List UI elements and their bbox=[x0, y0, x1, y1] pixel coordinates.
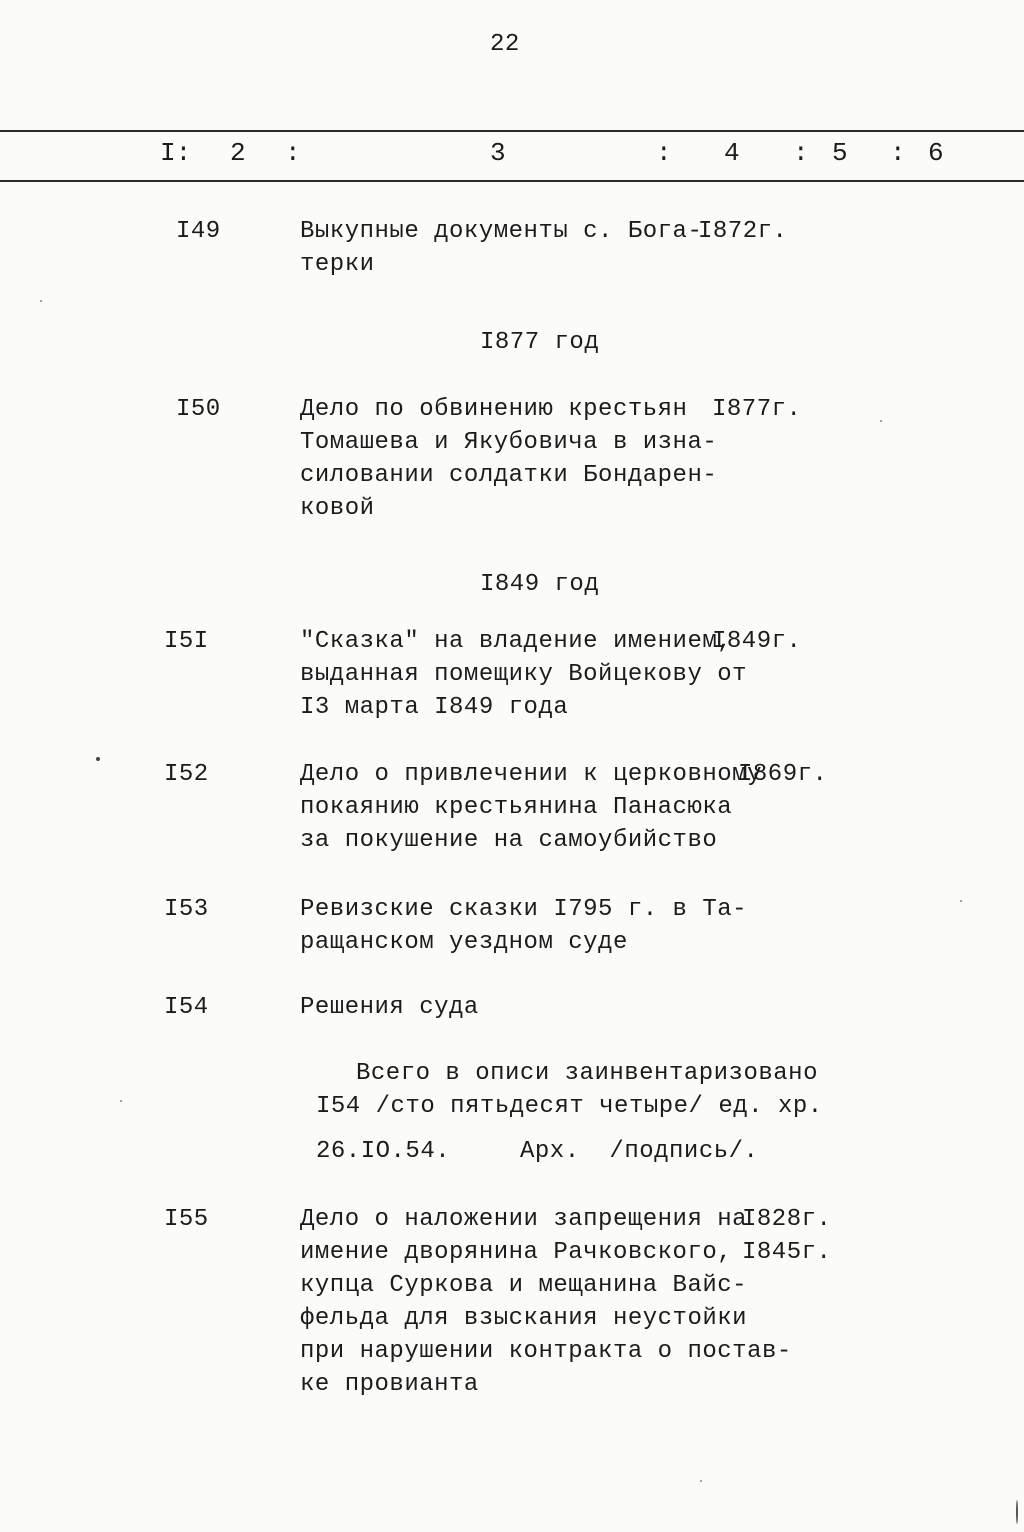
entry-number: I5I bbox=[164, 628, 209, 655]
entry-title-line: при нарушении контракта о постав- bbox=[300, 1338, 792, 1365]
entry-title-line: фельда для взыскания неустойки bbox=[300, 1305, 748, 1332]
entry-title-line: за покушение на самоубийство bbox=[300, 827, 718, 854]
entry-date: I877г. bbox=[712, 396, 802, 423]
entry-date: I845г. bbox=[742, 1239, 832, 1266]
entry-title-line: Ревизские сказки I795 г. в Та- bbox=[300, 896, 748, 923]
column-separator: : bbox=[656, 138, 672, 168]
column-header-1: I: bbox=[160, 138, 192, 168]
column-header-2: 2 bbox=[230, 138, 246, 168]
entry-title-line: купца Суркова и мещанина Вайс- bbox=[300, 1272, 748, 1299]
entry-title-line: I3 марта I849 года bbox=[300, 694, 569, 721]
entry-title-line: ке провианта bbox=[300, 1371, 479, 1398]
entry-number: I52 bbox=[164, 761, 209, 788]
entry-number: I49 bbox=[176, 218, 221, 245]
entry-title-line: Дело по обвинению крестьян bbox=[300, 396, 688, 423]
entry-date: I828г. bbox=[742, 1206, 832, 1233]
header-top-rule bbox=[0, 130, 1024, 132]
column-separator: : bbox=[285, 138, 301, 168]
entry-number: I55 bbox=[164, 1206, 209, 1233]
entry-title-line: Дело о привлечении к церковному bbox=[300, 761, 762, 788]
column-header-4: 4 bbox=[724, 138, 740, 168]
header-bottom-rule bbox=[0, 180, 1024, 182]
entry-number: I50 bbox=[176, 396, 221, 423]
entry-title-line: ковой bbox=[300, 495, 375, 522]
inventory-summary-line: I54 /сто пятьдесят четыре/ ед. хр. bbox=[316, 1093, 823, 1120]
entry-title-line: силовании солдатки Бондарен- bbox=[300, 462, 718, 489]
entry-title-line: покаянию крестьянина Панасюка bbox=[300, 794, 733, 821]
year-section-heading: I877 год bbox=[480, 329, 600, 356]
entry-title-line: выданная помещику Войцекову от bbox=[300, 661, 748, 688]
entry-title-line: Томашева и Якубовича в изна- bbox=[300, 429, 718, 456]
inventory-summary-line: Всего в описи заинвентаризовано bbox=[356, 1060, 818, 1087]
entry-date: I849г. bbox=[712, 628, 802, 655]
entry-number: I54 bbox=[164, 994, 209, 1021]
entry-title-line: терки bbox=[300, 251, 375, 278]
entry-title-line: Выкупные документы с. Бога- bbox=[300, 218, 703, 245]
entry-title-line: ращанском уездном суде bbox=[300, 929, 628, 956]
column-header-6: 6 bbox=[928, 138, 944, 168]
entry-number: I53 bbox=[164, 896, 209, 923]
entry-date: I869г. bbox=[738, 761, 828, 788]
column-separator: : bbox=[890, 138, 906, 168]
column-header-3: 3 bbox=[490, 138, 506, 168]
entry-title-line: Дело о наложении запрещения на bbox=[300, 1206, 748, 1233]
column-separator: : bbox=[793, 138, 809, 168]
entry-title-line: "Сказка" на владение имением, bbox=[300, 628, 733, 655]
page-number: 22 bbox=[490, 31, 520, 58]
column-header-5: 5 bbox=[832, 138, 848, 168]
entry-title-line: имение дворянина Рачковского, bbox=[300, 1239, 733, 1266]
summary-date: 26.IO.54. bbox=[316, 1138, 451, 1165]
entry-title-line: Решения суда bbox=[300, 994, 479, 1021]
year-section-heading: I849 год bbox=[480, 571, 600, 598]
entry-date: I872г. bbox=[698, 218, 788, 245]
archivist-signature: Арх. /подпись/. bbox=[520, 1138, 759, 1165]
